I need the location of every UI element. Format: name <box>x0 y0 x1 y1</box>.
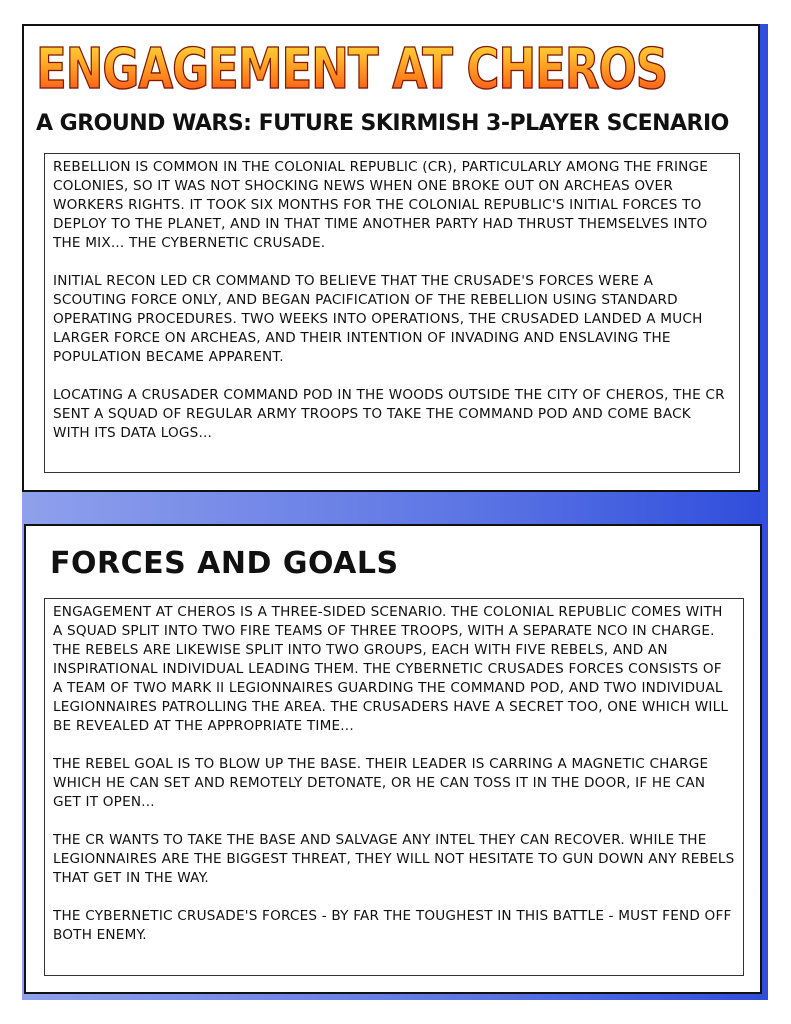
forces-paragraph: THE CYBERNETIC CRUSADE'S FORCES - BY FAR THE TOUGHEST IN THIS BATTLE - MUST FEND OFF BOTH ENEMY. <box>53 908 732 943</box>
forces-text-box <box>44 598 744 976</box>
scenario-title: ENGAGEMENT AT CHEROS <box>36 30 667 108</box>
section-heading: FORCES AND GOALS <box>50 546 399 581</box>
forces-paragraph: THE REBEL GOAL IS TO BLOW UP THE BASE. THEIR LEADER IS CARRING A MAGNETIC CHARGE WHICH HE CAN SET AND REMOTELY DETONATE, OR HE CAN TOSS IT IN THE DOOR, IF HE CAN GET IT OPEN... <box>53 756 709 810</box>
scenario-subtitle: A GROUND WARS: FUTURE SKIRMISH 3-PLAYER SCENARIO <box>36 111 729 136</box>
scenario-intro-panel <box>22 24 760 492</box>
forces-and-goals-panel <box>24 524 762 994</box>
intro-paragraph: REBELLION IS COMMON IN THE COLONIAL REPUBLIC (CR), PARTICULARLY AMONG THE FRINGE COLONIES, SO IT WAS NOT SHOCKING NEWS WHEN ONE BROKE OUT ON ARCHEAS OVER WORKERS RIGHTS. IT TOOK SIX MONTHS FOR THE COLONIAL REPUBLIC'S INITIAL FORCES TO DEPLOY TO THE PLANET, AND IN THAT TIME ANOTHER PARTY HAD THRUST THEMSELVES INTO THE MIX... THE CYBERNETIC CRUSADE. <box>53 159 709 251</box>
intro-text-box <box>44 153 740 473</box>
intro-paragraph: INITIAL RECON LED CR COMMAND TO BELIEVE THAT THE CRUSADE'S FORCES WERE A SCOUTING FORCE ONLY, AND BEGAN PACIFICATION OF THE REBELLION USING STANDARD OPERATING PROCEDURES. TWO WEEKS INTO OPERATIONS, THE CRUSADED LANDED A MUCH LARGER FORCE ON ARCHEAS, AND THEIR INTENTION OF INVADING AND ENSLAVING THE POPULATION BECAME APPARENT. <box>53 273 703 365</box>
forces-paragraph: THE CR WANTS TO TAKE THE BASE AND SALVAGE ANY INTEL THEY CAN RECOVER. WHILE THE LEGIONNAIRES ARE THE BIGGEST THREAT, THEY WILL NOT HESITATE TO GUN DOWN ANY REBELS THAT GET IN THE WAY. <box>53 832 735 886</box>
forces-paragraph: ENGAGEMENT AT CHEROS IS A THREE-SIDED SCENARIO. THE COLONIAL REPUBLIC COMES WITH A SQUAD SPLIT INTO TWO FIRE TEAMS OF THREE TROOPS, WITH A SEPARATE NCO IN CHARGE. THE REBELS ARE LIKEWISE SPLIT INTO TWO GROUPS, EACH WITH FIVE REBELS, AND AN INSPIRATIONAL INDIVIDUAL LEADING THEM. THE CYBERNETIC CRUSADES FORCES CONSISTS OF A TEAM OF TWO MARK II LEGIONNAIRES GUARDING THE COMMAND POD, AND TWO INDIVIDUAL LEGIONNAIRES PATROLLING THE AREA. THE CRUSADERS HAVE A SECRET TOO, ONE WHICH WILL BE REVEALED AT THE APPROPRIATE TIME... <box>53 604 729 734</box>
intro-paragraph: LOCATING A CRUSADER COMMAND POD IN THE WOODS OUTSIDE THE CITY OF CHEROS, THE CR SENT A SQUAD OF REGULAR ARMY TROOPS TO TAKE THE COMMAND POD AND COME BACK WITH ITS DATA LOGS... <box>53 387 725 441</box>
